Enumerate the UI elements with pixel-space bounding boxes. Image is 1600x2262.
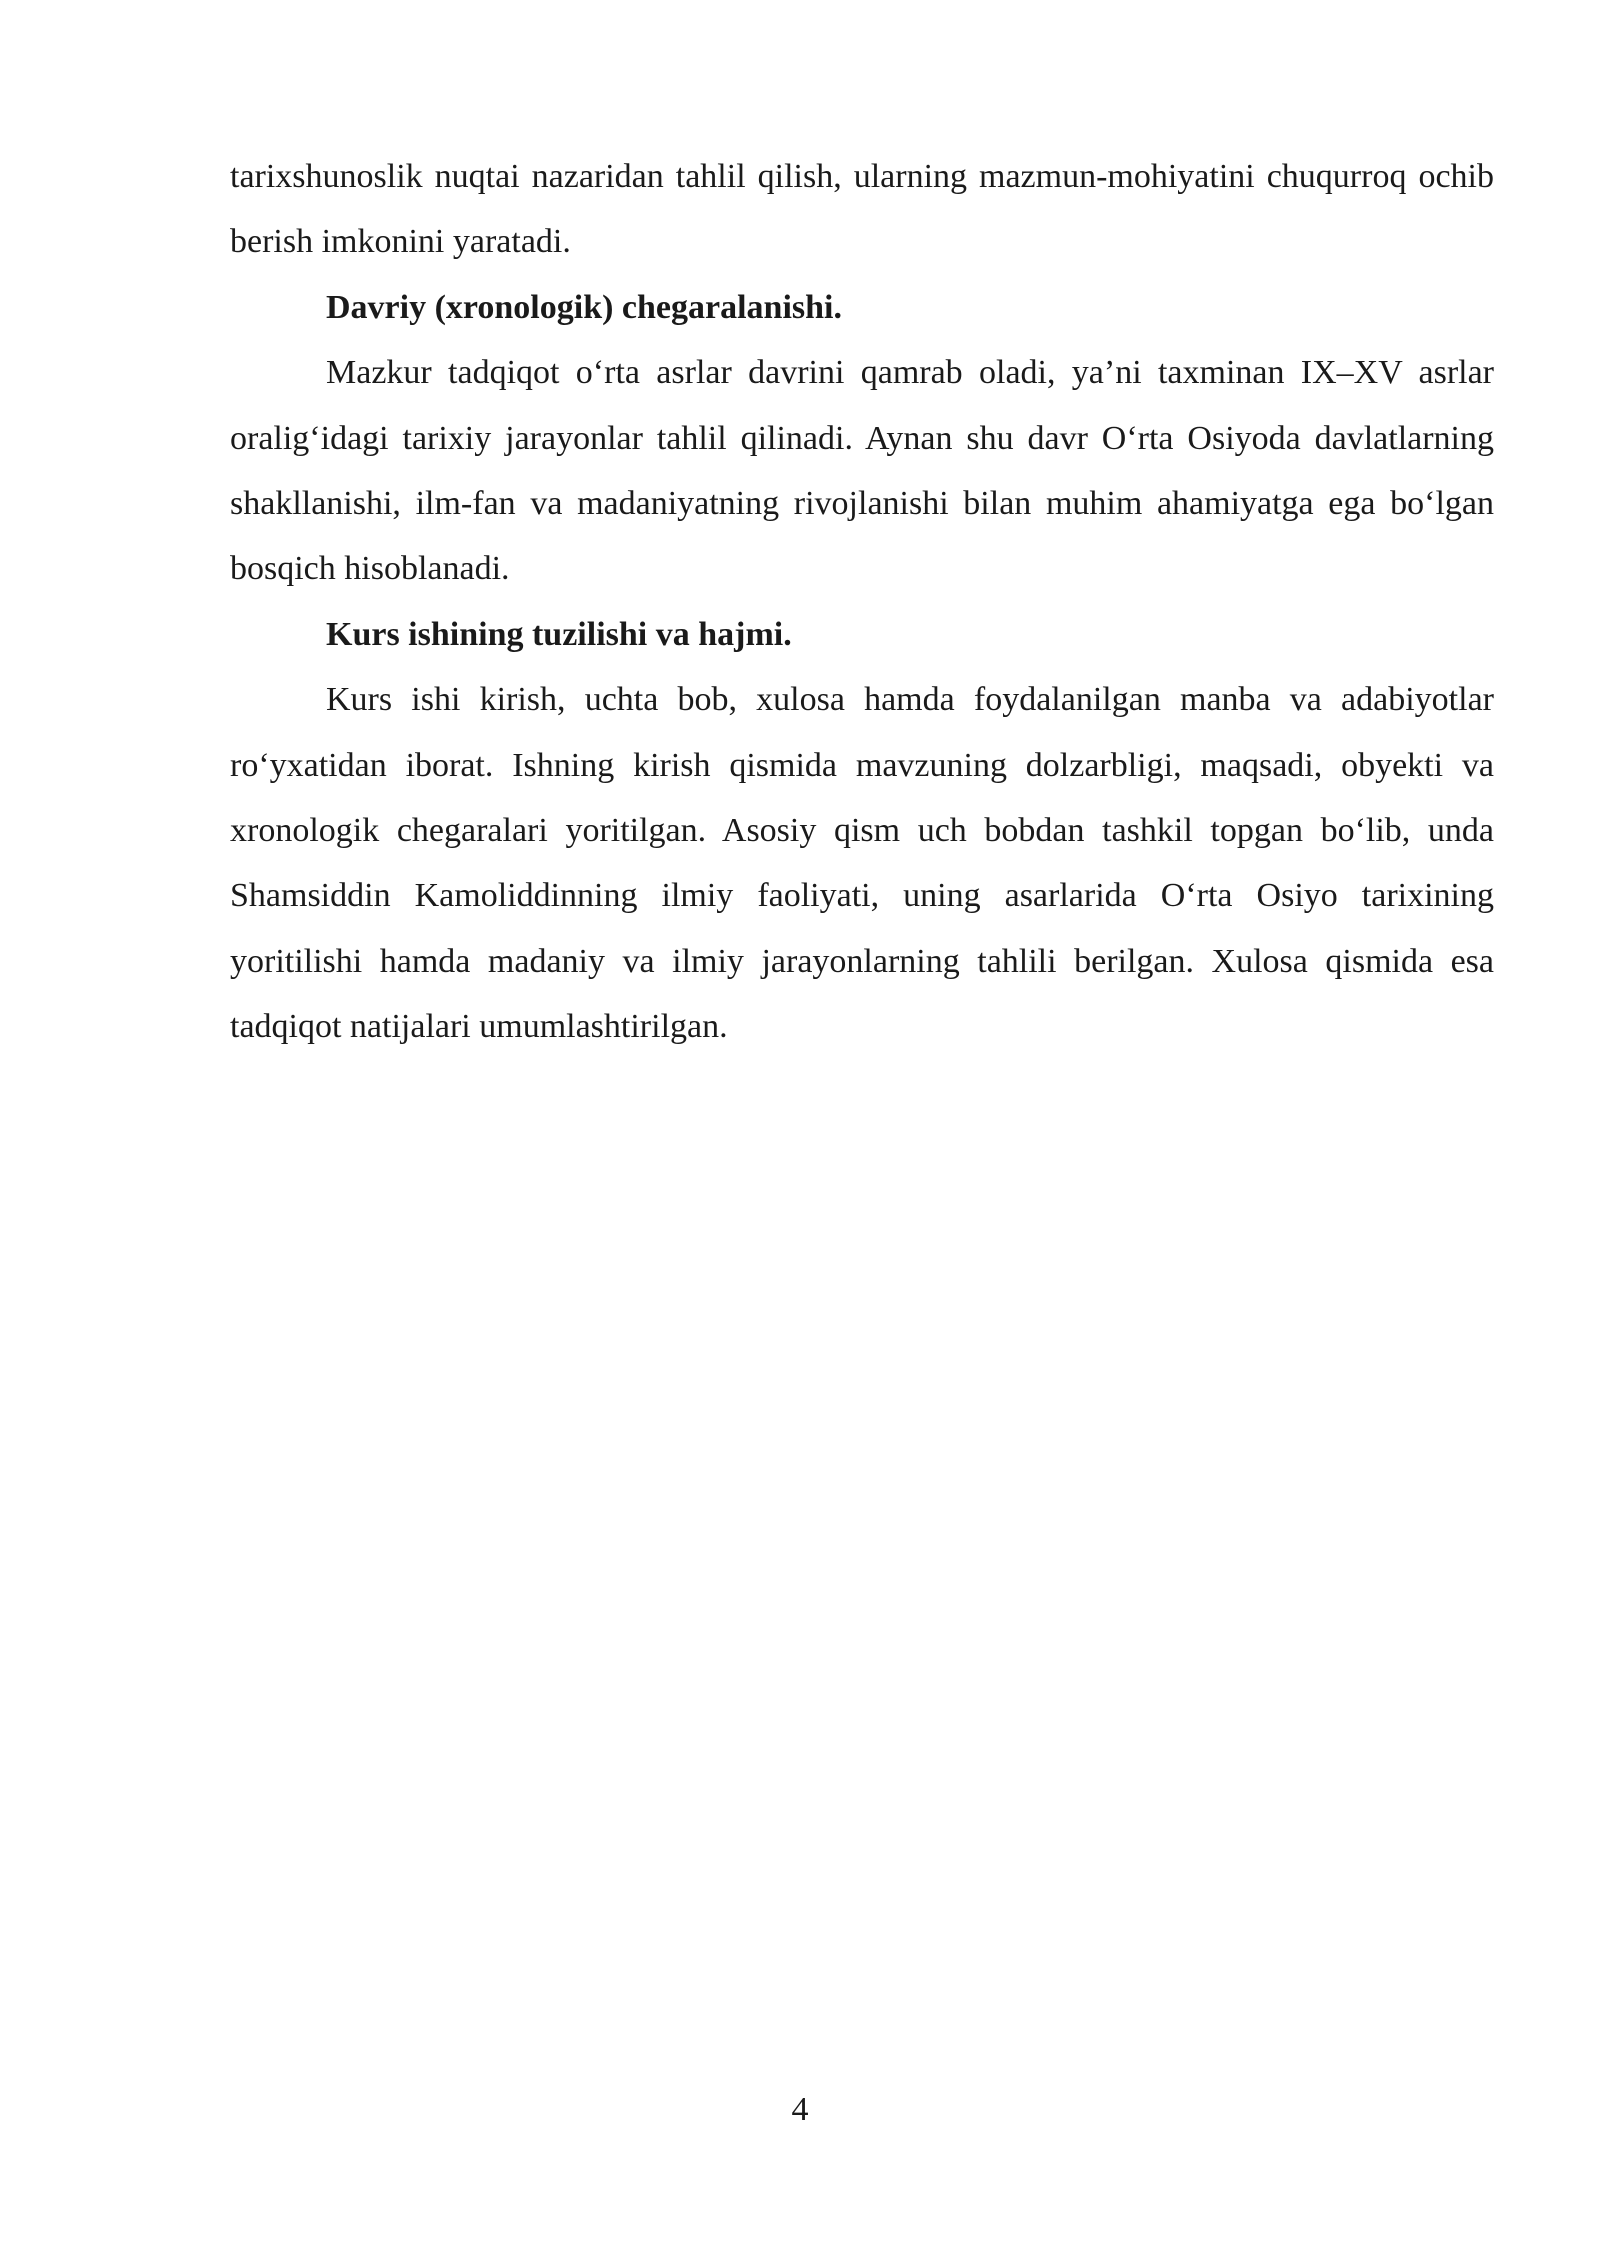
paragraph-continuation: tarixshunoslik nuqtai nazaridan tahlil qilish, ularning mazmun-mohiyatini chuqurroq ochib berish imkonini yaratadi.: [230, 158, 1494, 261]
paragraph-structure-description: Kurs ishi kirish, uchta bob, xulosa hamda foydalanilgan manba va adabiyotlar ro‘yxatidan iborat. Ishning kirish qismida mavzuning dolzarbligi, maqsadi, obyekti va xronologik chegaralari yoritilgan. Asosiy qism uch bobdan tashkil topgan bo‘lib, unda Shamsiddin Kamoliddinning ilmiy faoliyati, uning asarlarida O‘rta Osiyo tarixining yoritilishi hamda madaniy va ilmiy jarayonlarning tahlili berilgan. Xulosa qismida esa tadqiqot natijalari umumlashtirilgan.: [230, 681, 1494, 1046]
section-heading-chronological-limits: Davriy (xronologik) chegaralanishi.: [326, 288, 842, 326]
page-content: [230, 144, 1494, 1060]
paragraph-chronological-scope: Mazkur tadqiqot o‘rta asrlar davrini qamrab oladi, ya’ni taxminan IX–XV asrlar oralig‘idagi tarixiy jarayonlar tahlil qilinadi. Aynan shu davr O‘rta Osiyoda davlatlarning shakllanishi, ilm-fan va madaniyatning rivojlanishi bilan muhim ahamiyatga ega bo‘lgan bosqich hisoblanadi.: [230, 354, 1494, 588]
section-heading-structure-volume: Kurs ishining tuzilishi va hajmi.: [326, 615, 792, 653]
page-number: 4: [791, 2091, 809, 2128]
